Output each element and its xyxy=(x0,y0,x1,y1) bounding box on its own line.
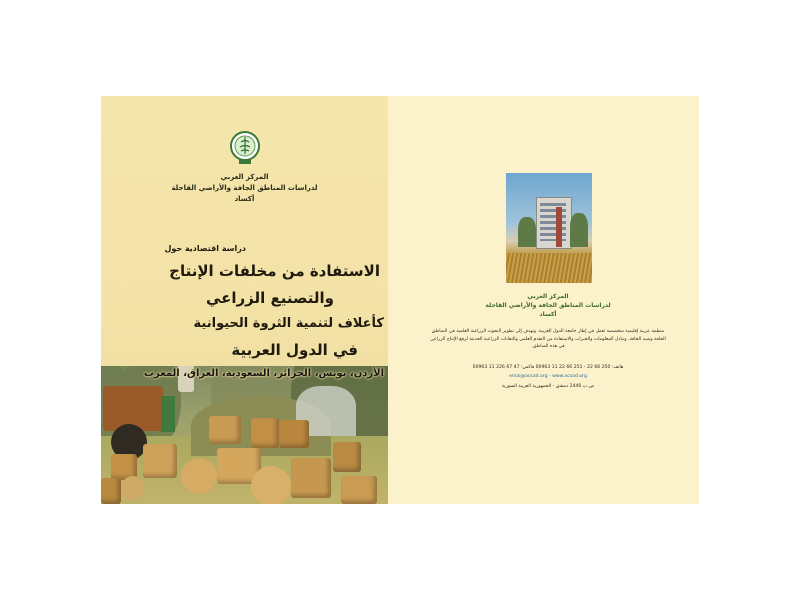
acsad-logo-icon xyxy=(229,130,261,166)
countries-line: الأردن، تونس، الجزائر، السعودية، العراق، المغرب xyxy=(143,368,384,379)
back-center-name-line2: لدراسات المناطق الجافة والأراضي القاحلة xyxy=(485,302,611,309)
feed-cube xyxy=(101,478,121,504)
contact-phone-fax: هاتف: 250 66 22 - 251 66 22 11 00963 فاكس: 47 67 226 11 00963 xyxy=(472,365,624,370)
front-center-name-line2: لدراسات المناطق الجافة والأراضي القاحلة xyxy=(171,184,318,192)
feed-pellet xyxy=(251,466,291,504)
feed-cube xyxy=(209,416,241,444)
brochure-spread xyxy=(101,96,699,504)
center-description: منظمة عربية إقليمية متخصصة تعمل في إطار جامعة الدول العربية، وتهدف إلى تطوير البحوث الزراعية العلمية في المناطق الجافة وشبه الجافة، وتبادل المعلومات والخبرات والاستفادة من التقدم العلمي والتقانات الزراعية الحديثة لرفع الإنتاج الزراعي في هذه المناطق. xyxy=(430,329,666,349)
back-center-acronym: أكساد xyxy=(539,311,557,318)
title-line-4: في الدول العربية xyxy=(231,341,358,359)
feed-pellet xyxy=(121,476,145,500)
study-label: دراسة اقتصادية حول xyxy=(164,244,246,253)
feed-pellet xyxy=(181,458,217,494)
front-cover xyxy=(101,96,388,504)
back-cover xyxy=(388,96,699,504)
back-center-name-line1: المركز العربي xyxy=(527,293,569,300)
feed-cube xyxy=(333,442,361,472)
front-center-name-line1: المركز العربي xyxy=(220,173,269,181)
title-line-3: كأعلاف لتنمية الثروة الحيوانية xyxy=(193,316,384,331)
feed-cube xyxy=(251,418,279,448)
feed-cube xyxy=(143,444,177,478)
postal-address: ص.ب 2440 دمشق - الجمهورية العربية السورية xyxy=(501,384,595,389)
feed-production-photo xyxy=(101,366,388,504)
acsad-building-photo xyxy=(506,173,592,283)
feed-cube xyxy=(291,458,331,498)
front-center-acronym: أكساد xyxy=(234,195,255,203)
title-line-1: الاستفادة من مخلفات الإنتاج xyxy=(169,262,380,280)
contact-web-email[interactable]: emai@acsad.org - www.acsad.org xyxy=(509,374,587,379)
feed-cube xyxy=(341,476,377,504)
feed-cube xyxy=(279,420,309,448)
title-line-2: والتصنيع الزراعي xyxy=(205,289,334,307)
